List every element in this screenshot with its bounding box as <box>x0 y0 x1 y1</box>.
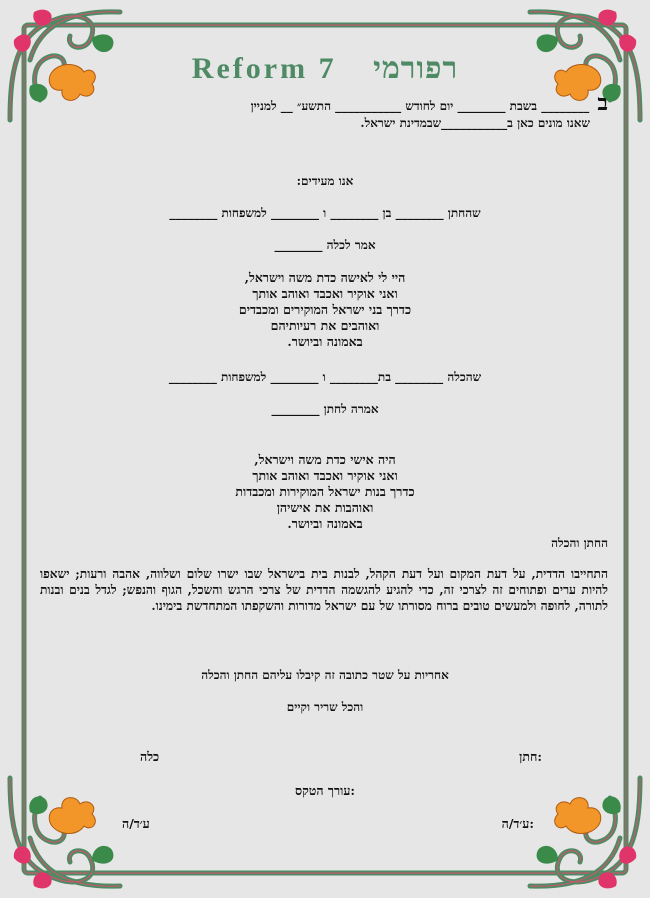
witness-left-label: ע׳ד/ה <box>122 816 150 831</box>
groom-vow-line: כדרך בני ישראל המוקירים ומכבדים <box>238 302 412 317</box>
valid-line: והכל שריר וקיים <box>286 700 364 714</box>
groom-line: שהחתן ________ בן ________ ו ________ למשפחות ________ <box>169 206 481 220</box>
groom-said: אמר לכלה ________ <box>274 238 376 252</box>
title-hebrew: רפורמי <box>373 52 459 85</box>
date-line-1: ________ בשבת ________ יום לחודש ___________ התשע״ __ למניין <box>250 99 590 113</box>
bride-said: אמרה לחתן ________ <box>271 402 379 416</box>
bride-vow <box>60 452 590 532</box>
witness-right-label: :ע׳ד/ה <box>501 816 534 831</box>
groom-vow-line: ואני אוקיר ואכבד ואוהב אותך <box>252 286 398 301</box>
groom-vow-line: באמונה וביושר. <box>287 334 363 349</box>
commitment-paragraph: התחייבו הדדית, על דעת המקום ועל דעת הקהל, לבנות בית בישראל שבו ישרו שלום ושלווה, אהבה ורעות; ישאפו להיות ערים ופתוחים זה לצרכי זה, כדי להגיע להגשמה הדדית של צרכי הרגש והשכל, הגוף והנפש; לגדל בנים ובנות לתורה, לחופה ולמעשים טובים ברוח מסורתו של עם ישראל מדורות והשקפתו המתחדשת בימינו. <box>40 567 608 613</box>
couple-label: החתן והכלה <box>551 536 608 550</box>
bride-vow-line: כדרך בנות ישראל המוקירות ומכבדות <box>235 484 415 499</box>
groom-signature-label: :חתן <box>519 749 542 764</box>
responsibility-line: אחריות על שטר כתובה זה קיבלו עליהם החתן והכלה <box>201 668 449 682</box>
date-line-2: שאנו מונים כאן ב___________שבמדינת ישראל. <box>360 116 590 130</box>
bride-vow-line: ואוהבות את אישיהן <box>276 500 374 515</box>
bride-line: שהכלה ________ בת________ ו ________ למשפחות ________ <box>168 370 482 384</box>
title-latin: Reform 7 <box>191 52 337 85</box>
date-line <box>40 90 608 115</box>
groom-vow-line: ואוהבים את רעיותיהם <box>270 318 380 333</box>
bride-vow-line: באמונה וביושר. <box>287 516 363 531</box>
page-title <box>0 52 650 86</box>
witness-heading: אנו מעידים: <box>296 174 354 188</box>
officiant-signature-label: :עורך הטקס <box>294 783 356 798</box>
header-letter: ב <box>597 90 608 115</box>
groom-vow <box>60 270 590 350</box>
bride-signature-label: כלה <box>140 749 160 764</box>
groom-vow-line: היי לי לאישה כדת משה וישראל, <box>244 270 406 285</box>
bride-vow-line: ואני אוקיר ואכבד ואוהב אותך <box>252 468 398 483</box>
bride-vow-line: היה אישי כדת משה וישראל, <box>254 452 396 467</box>
